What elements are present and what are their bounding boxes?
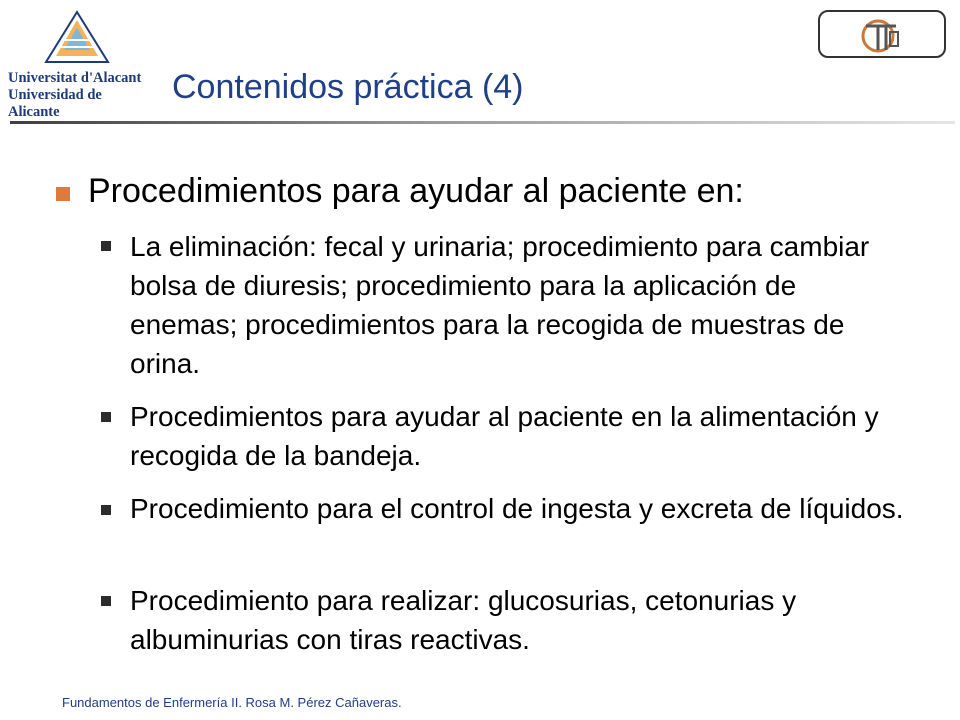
sub-bullet-icon xyxy=(101,505,111,515)
logo-line-1: Universitat d'Alacant xyxy=(8,70,142,86)
sub-bullet-icon xyxy=(101,596,111,606)
main-point: Procedimientos para ayudar al paciente en: xyxy=(88,172,744,210)
department-badge xyxy=(818,10,946,58)
main-bullet-icon xyxy=(56,187,70,201)
sub-bullet-icon xyxy=(101,241,111,251)
university-logo-icon xyxy=(44,10,110,66)
university-logo xyxy=(8,8,148,120)
logo-line-2: Universidad de Alicante xyxy=(8,87,102,120)
slide-title: Contenidos práctica (4) xyxy=(172,68,524,106)
footer-text: Fundamentos de Enfermería II. Rosa M. Pérez Cañaveras. xyxy=(62,695,402,710)
sub-point-3: Procedimiento para el control de ingesta y excreta de líquidos. xyxy=(130,493,904,524)
title-divider xyxy=(10,121,955,124)
sub-point-4: Procedimiento para realizar: glucosurias, cetonurias y albuminurias con tiras reactivas. xyxy=(130,585,797,655)
sub-point-2: Procedimientos para ayudar al paciente en la alimentación y recogida de la bandeja. xyxy=(130,401,879,471)
sub-bullet-icon xyxy=(101,412,111,422)
sub-point-1: La eliminación: fecal y urinaria; procedimiento para cambiar bolsa de diuresis; procedimiento para la aplicación de enemas; procedimientos para la recogida de muestras de orina. xyxy=(130,231,870,379)
department-badge-icon xyxy=(858,16,906,54)
